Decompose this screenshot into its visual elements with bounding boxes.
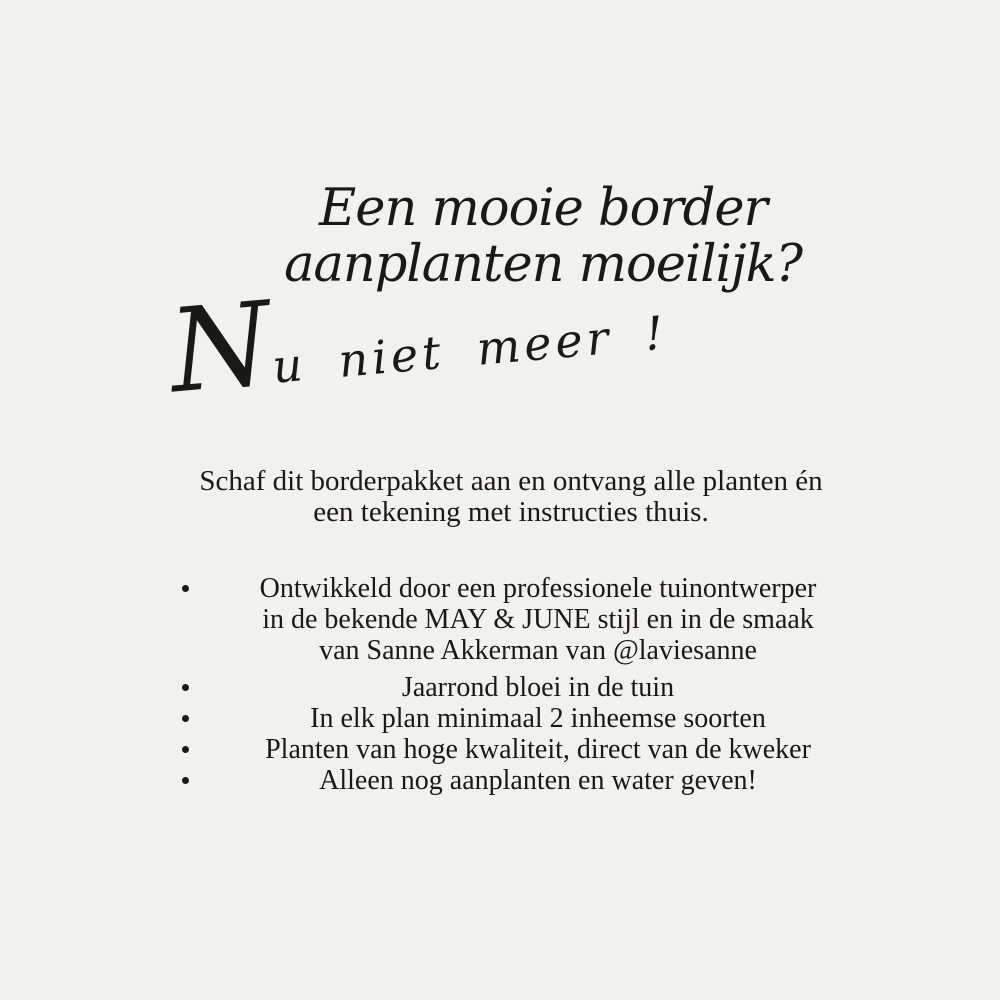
bullet-dot-icon <box>182 777 189 784</box>
headline-line-1: Een mooie border <box>319 179 767 238</box>
bullet-line: Planten van hoge kwaliteit, direct van de kweker <box>265 734 811 765</box>
bullet-line: van Sanne Akkerman van @laviesanne <box>319 635 757 666</box>
intro-line-2: een tekening met instructies thuis. <box>313 496 709 528</box>
bullet-dot-icon <box>182 684 189 691</box>
bullet-item-5 <box>168 765 868 796</box>
script-tagline: Nu niet meer ! <box>164 277 670 420</box>
bullet-line: Jaarrond bloei in de tuin <box>401 672 675 703</box>
bullet-dot-icon <box>182 715 189 722</box>
bullet-line: Alleen nog aanplanten en water geven! <box>319 765 757 796</box>
bullet-item-4 <box>168 734 868 765</box>
bullet-line: Ontwikkeld door een professionele tuinontwerper <box>259 573 817 604</box>
bullet-dot-icon <box>182 746 189 753</box>
intro-line-1: Schaf dit borderpakket aan en ontvang alle planten én <box>199 465 823 497</box>
bullet-list <box>168 573 868 796</box>
bullet-line: In elk plan minimaal 2 inheemse soorten <box>310 703 766 734</box>
intro-paragraph <box>111 466 911 528</box>
bullet-dot-icon <box>182 585 189 592</box>
bullet-line: in de bekende MAY & JUNE stijl en in de smaak <box>262 604 814 635</box>
bullet-item-2 <box>168 672 868 703</box>
bullet-item-1 <box>168 573 868 666</box>
bullet-item-3 <box>168 703 868 734</box>
headline-line-2: aanplanten moeilijk? <box>284 235 802 294</box>
